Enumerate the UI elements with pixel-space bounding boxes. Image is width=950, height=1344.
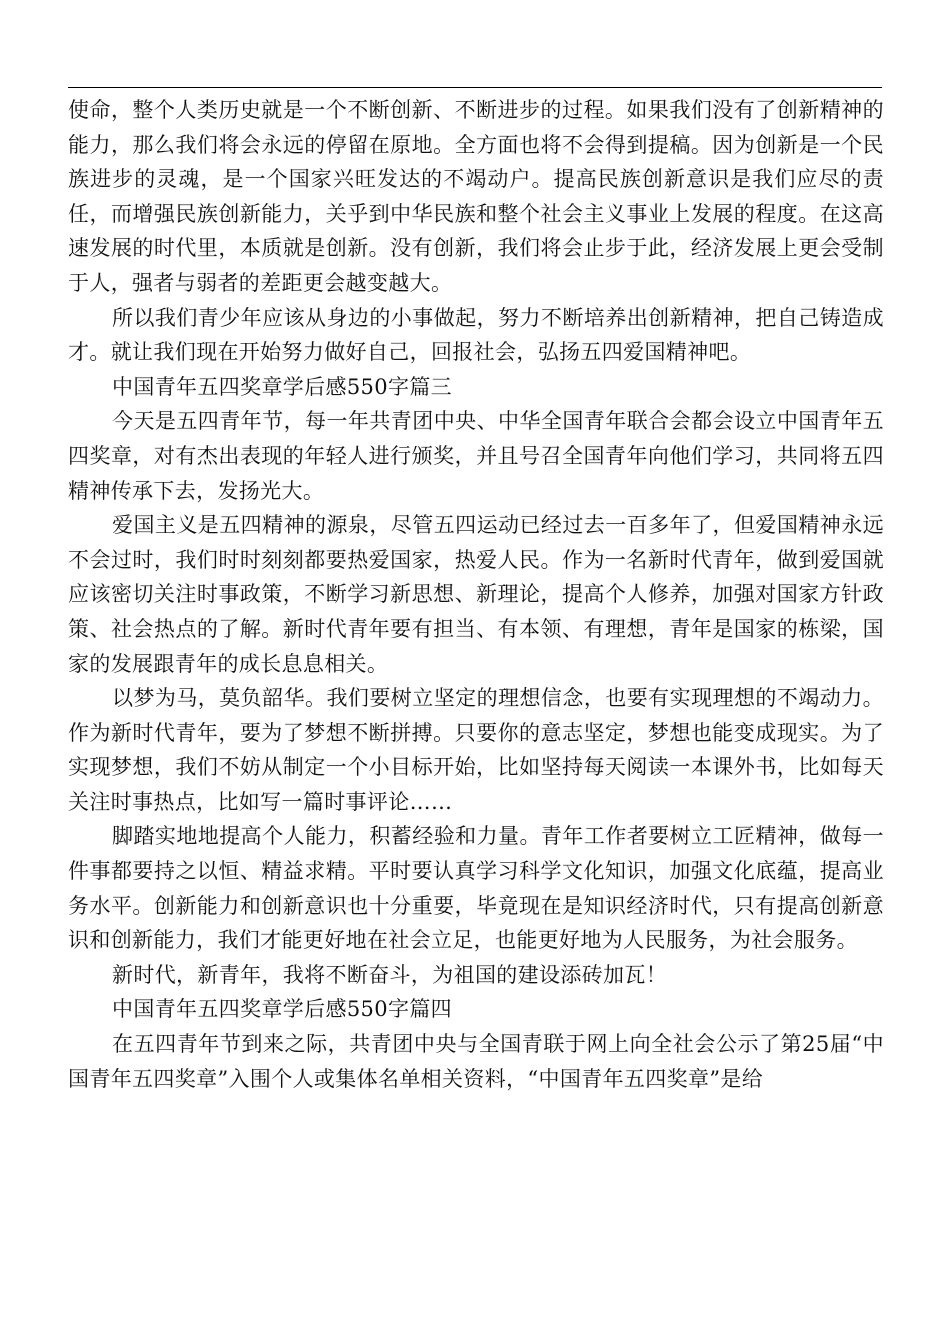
document-body: [68, 93, 884, 1096]
paragraph-5: 以梦为马，莫负韶华。我们要树立坚定的理想信念，也要有实现理想的不竭动力。作为新时代青年，要为了梦想不断拼搏。只要你的意志坚定，梦想也能变成现实。为了实现梦想，我们不妨从制定一个小目标开始，比如坚持每天阅读一本课外书，比如每天关注时事热点，比如写一篇时事评论……: [68, 686, 884, 814]
paragraph-2: 所以我们青少年应该从身边的小事做起，努力不断培养出创新精神，把自己铸造成才。就让我们现在开始努力做好自己，回报社会，弘扬五四爱国精神吧。: [68, 305, 884, 365]
paragraph-3: 今天是五四青年节，每一年共青团中央、中华全国青年联合会都会设立中国青年五四奖章，对有杰出表现的年轻人进行颁奖，并且号召全国青年向他们学习，共同将五四精神传承下去，发扬光大。: [68, 409, 884, 503]
paragraph-4: 爱国主义是五四精神的源泉，尽管五四运动已经过去一百多年了，但爱国精神永远不会过时，我们时时刻刻都要热爱国家，热爱人民。作为一名新时代青年，做到爱国就应该密切关注时事政策，不断学习新思想、新理论，提高个人修养，加强对国家方针政策、社会热点的了解。新时代青年要有担当、有本领、有理想，青年是国家的栋梁，国家的发展跟青年的成长息息相关。: [68, 513, 884, 676]
section-heading-4: 中国青年五四奖章学后感550字篇四: [112, 997, 453, 1022]
paragraph-1: 使命，整个人类历史就是一个不断创新、不断进步的过程。如果我们没有了创新精神的能力，那么我们将会永远的停留在原地。全方面也将不会得到提稿。因为创新是一个民族进步的灵魂，是一个国家兴旺发达的不竭动户。提高民族创新意识是我们应尽的责任，而增强民族创新能力，关乎到中华民族和整个社会主义事业上发展的程度。在这高速发展的时代里，本质就是创新。没有创新，我们将会止步于此，经济发展上更会受制于人，强者与弱者的差距更会越变越大。: [68, 98, 884, 295]
header-rule: [68, 87, 882, 88]
paragraph-8: 在五四青年节到来之际，共青团中央与全国青联于网上向全社会公示了第25届“中国青年五四奖章”入围个人或集体名单相关资料，“中国青年五四奖章”是给: [68, 1032, 884, 1091]
paragraph-7: 新时代，新青年，我将不断奋斗，为祖国的建设添砖加瓦！: [112, 962, 668, 987]
paragraph-6: 脚踏实地地提高个人能力，积蓄经验和力量。青年工作者要树立工匠精神，做每一件事都要持之以恒、精益求精。平时要认真学习科学文化知识，加强文化底蕴，提高业务水平。创新能力和创新意识也十分重要，毕竟现在是知识经济时代，只有提高创新意识和创新能力，我们才能更好地在社会立足，也能更好地为人民服务，为社会服务。: [68, 824, 884, 953]
section-heading-3: 中国青年五四奖章学后感550字篇三: [112, 374, 453, 399]
